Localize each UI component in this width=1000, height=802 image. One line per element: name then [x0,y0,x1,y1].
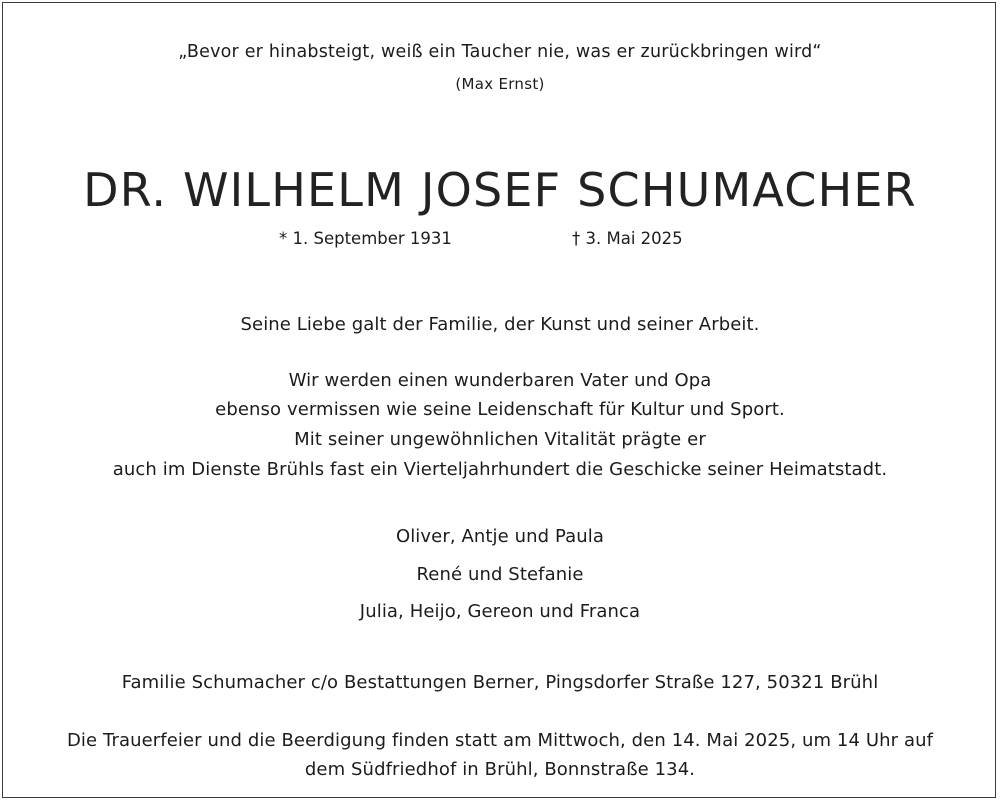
tribute-line: Wir werden einen wunderbaren Vater und Opa [288,370,712,391]
deceased-name: DR. WILHELM JOSEF SCHUMACHER [83,163,917,217]
funeral-info-line: Die Trauerfeier und die Beerdigung finden statt am Mittwoch, den 14. Mai 2025, um 14 Uhr auf [66,730,934,751]
tribute-lead: Seine Liebe galt der Familie, der Kunst und seiner Arbeit. [240,314,760,335]
quote-author: (Max Ernst) [455,75,545,93]
birth-date: * 1. September 1931 [279,229,452,248]
mourner-family: Oliver, Antje und Paula [395,526,605,547]
death-date: † 3. Mai 2025 [572,229,683,248]
tribute-line: Mit seiner ungewöhnlichen Vitalität prägte er [294,429,706,450]
mourner-family: René und Stefanie [416,564,584,585]
tribute-line: auch im Dienste Brühls fast ein Vierteljahrhundert die Geschicke seiner Heimatstadt. [112,459,888,480]
mourner-family: Julia, Heijo, Gereon und Franca [359,601,641,622]
tribute-line: ebenso vermissen wie seine Leidenschaft für Kultur und Sport. [215,399,785,420]
funeral-info-line: dem Südfriedhof in Brühl, Bonnstraße 134. [304,759,696,780]
quote-text: „Bevor er hinabsteigt, weiß ein Taucher nie, was er zurückbringen wird“ [178,42,822,62]
contact-address: Familie Schumacher c/o Bestattungen Berner, Pingsdorfer Straße 127, 50321 Brühl [121,672,879,693]
